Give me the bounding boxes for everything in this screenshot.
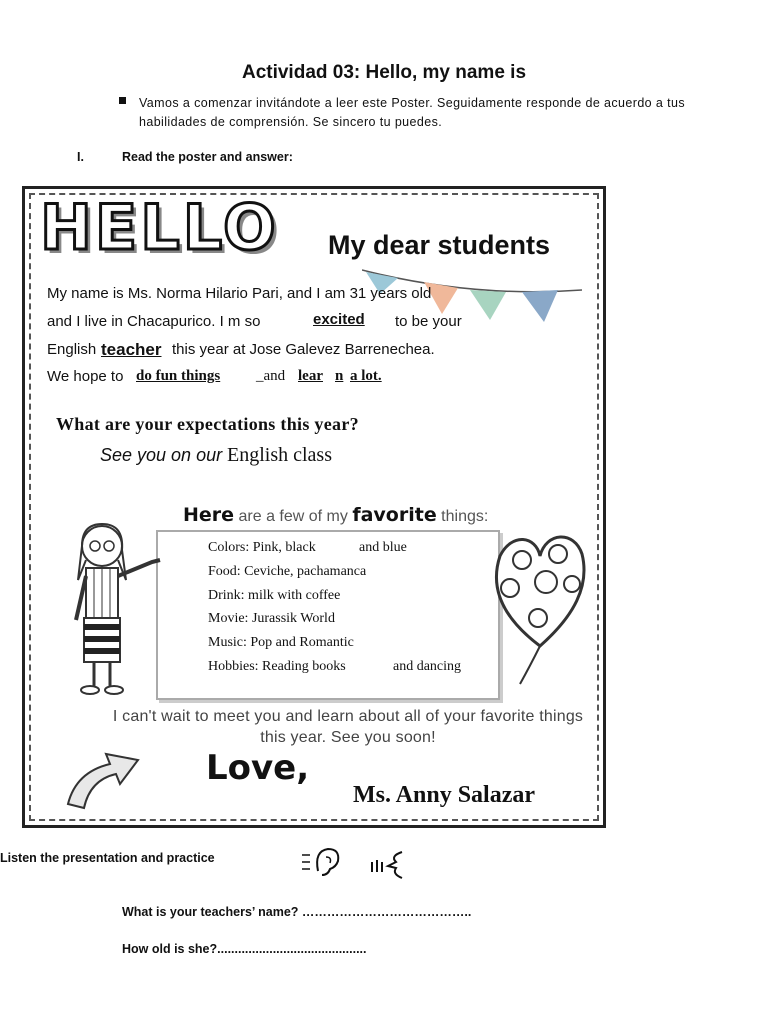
ear-icon	[300, 845, 344, 879]
poster-line-4: We hope to	[47, 368, 124, 385]
section-number: I.	[77, 150, 84, 164]
favorite-drink: Drink: milk with coffee	[208, 588, 341, 603]
poster-word-and: _and	[256, 368, 286, 384]
arrow-illustration	[62, 748, 142, 810]
poster-signature: Ms. Anny Salazar	[353, 782, 536, 808]
poster-word-teacher: teacher	[101, 340, 162, 359]
poster-line-2: and I live in Chacapurico. I m so	[47, 313, 261, 330]
favorite-colors: Colors: Pink, black	[208, 540, 316, 555]
poster-love: Love,	[206, 748, 310, 788]
question-teacher-age: How old is she?...........................................	[122, 942, 367, 956]
favorite-movie: Movie: Jurassik World	[208, 611, 335, 626]
poster-see-you: See you on our	[100, 445, 223, 465]
favorite-hobbies: Hobbies: Reading books	[208, 659, 346, 674]
poster-word-a-lot: a lot.	[350, 368, 382, 384]
poster-word-n: n	[335, 368, 344, 384]
poster-word-fun-things: do fun things	[136, 368, 221, 384]
question-teacher-name: What is your teachers’ name? …………………………………..	[122, 905, 472, 919]
instructions-text: Vamos a comenzar invitándote a leer este Poster. Seguidamente responde de acuerdo a tus habilidades de comprensión. Se sincero tu puedes.	[139, 96, 685, 129]
poster-word-excited: excited	[313, 311, 365, 328]
poster-hello-heading: HELLO	[40, 191, 279, 264]
favorite-food: Food: Ceviche, pachamanca	[208, 564, 367, 579]
poster-closing-text: I can't wait to meet you and learn about all of your favorite things this year. See you soon!	[112, 708, 584, 746]
favorite-colors-end: and blue	[359, 540, 407, 555]
poster-line-2-end: to be your	[395, 313, 462, 330]
girl-illustration	[72, 520, 172, 700]
poster-question: What are your expectations this year?	[56, 414, 359, 434]
poster-english-class: English class	[227, 444, 332, 466]
poster-subtitle: My dear students	[328, 230, 551, 260]
listen-instruction: Listen the presentation and practice	[0, 851, 215, 865]
favorite-music: Music: Pop and Romantic	[208, 635, 354, 650]
favorites-heading: Here are a few of my favorite things:	[183, 504, 489, 526]
poster-line-1: My name is Ms. Norma Hilario Pari, and I am 31 years old	[47, 285, 432, 302]
page-title: Actividad 03: Hello, my name is	[241, 62, 527, 83]
bullet-icon	[119, 97, 126, 104]
poster-word-lear: lear	[298, 368, 323, 384]
poster-line-3: English	[47, 341, 97, 358]
favorite-hobbies-end: and dancing	[393, 659, 462, 674]
poster-line-3-end: this year at Jose Galevez Barrenechea.	[172, 341, 435, 358]
section-heading: Read the poster and answer:	[122, 150, 293, 164]
heart-illustration	[490, 526, 590, 686]
speaking-icon	[368, 850, 412, 880]
